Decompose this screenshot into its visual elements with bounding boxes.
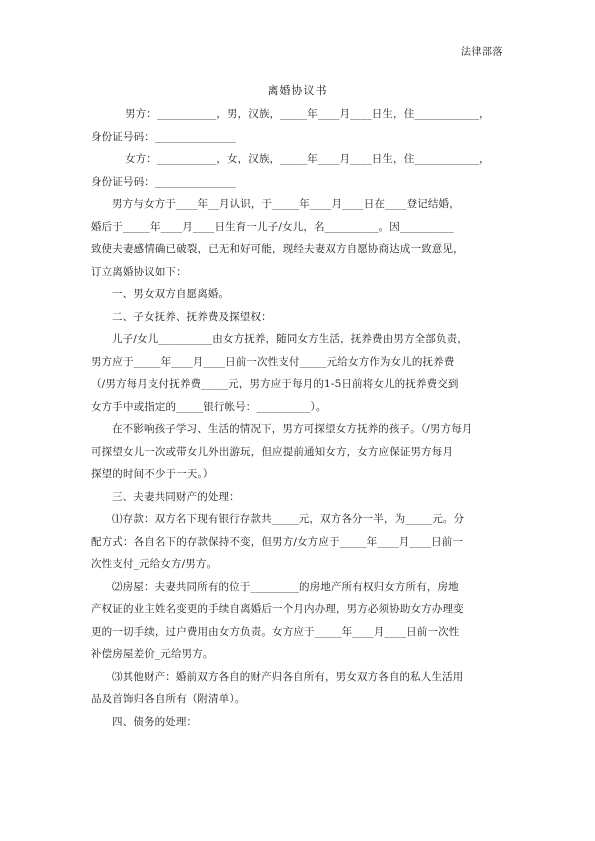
- paragraph-line: 补偿房屋差价_元给男方。: [91, 648, 214, 660]
- clause-heading: 四、债务的处理：: [112, 715, 198, 728]
- document-body: [91, 103, 506, 733]
- paragraph-line: 男方与女方于____年__月认识，于_____年____月____日在____登记结婚，: [112, 198, 460, 210]
- paragraph-line: 男方应于_____年____月____日前一次性支付_____元给女方作为女儿的抚养费: [91, 355, 455, 368]
- paragraph-line: 产权证的业主姓名变更的手续自离婚后一个月内办理，男方必须协助女方办理变: [91, 603, 464, 615]
- paragraph-line: 致使夫妻感情确已破裂，已无和好可能，现经夫妻双方自愿协商达成一致意见，: [91, 243, 464, 255]
- clause-heading: 一、男女双方自愿离婚。: [112, 288, 230, 300]
- paragraph-line: 订立离婚协议如下：: [91, 265, 187, 278]
- paragraph-line: 更的一切手续，过户费用由女方负责。女方应于_____年____月____日前一次性: [91, 625, 460, 638]
- paragraph-line: 婚后于_____年____月____日生育一儿子/女儿，名__________。因__________: [91, 220, 454, 233]
- paragraph-line: 女方手中或指定的_____银行帐号：__________）。: [91, 400, 327, 413]
- party-female-line: 女方：___________，女，汉族，_____年____月____日生，住____________，: [125, 153, 490, 165]
- paragraph-line: 在不影响孩子学习、生活的情况下，男方可探望女方抚养的孩子。（/男方每月: [112, 423, 473, 435]
- paragraph-line: 探望的时间不少于一天。）: [91, 468, 214, 480]
- paragraph-line: ⑶其他财产：婚前双方各自的财产归各自所有，男女双方各自的私人生活用: [112, 670, 464, 683]
- party-female-id-line: 身份证号码：_______________: [91, 175, 236, 188]
- paragraph-line: （/男方每月支付抚养费_____元，男方应于每月的1-5日前将女儿的抚养费交到: [91, 378, 459, 390]
- paragraph-line: 次性支付_元给女方/男方。: [91, 558, 218, 570]
- paragraph-line: 配方式：各自名下的存款保持不变，但男方/女方应于_____年____月____日前一: [91, 535, 464, 548]
- paragraph-line: ⑴存款：双方名下现有银行存款共_____元，双方各分一半，为_____元。分: [112, 513, 465, 525]
- paragraph-line: 儿子/女儿__________由女方抚养，随同女方生活，抚养费由男方全部负责，: [112, 333, 468, 345]
- party-male-line: 男方：___________，男，汉族，_____年____月____日生，住____________，: [125, 108, 490, 120]
- paragraph-line: 品及首饰归各自所有（附清单）。: [91, 693, 246, 705]
- site-header: 法律部落: [461, 47, 503, 58]
- paragraph-line: ⑵房屋：夫妻共同所有的位于_________的房地产所有权归女方所有，房地: [112, 580, 459, 593]
- clause-heading: 三、夫妻共同财产的处理：: [112, 490, 240, 503]
- clause-heading: 二、子女抚养、抚养费及探望权：: [112, 310, 272, 323]
- document-title: 离婚协议书: [267, 84, 328, 97]
- party-male-id-line: 身份证号码：_______________: [91, 130, 236, 143]
- paragraph-line: 可探望女儿一次或带女儿外出游玩，但应提前通知女方，女方应保证男方每月: [91, 445, 454, 458]
